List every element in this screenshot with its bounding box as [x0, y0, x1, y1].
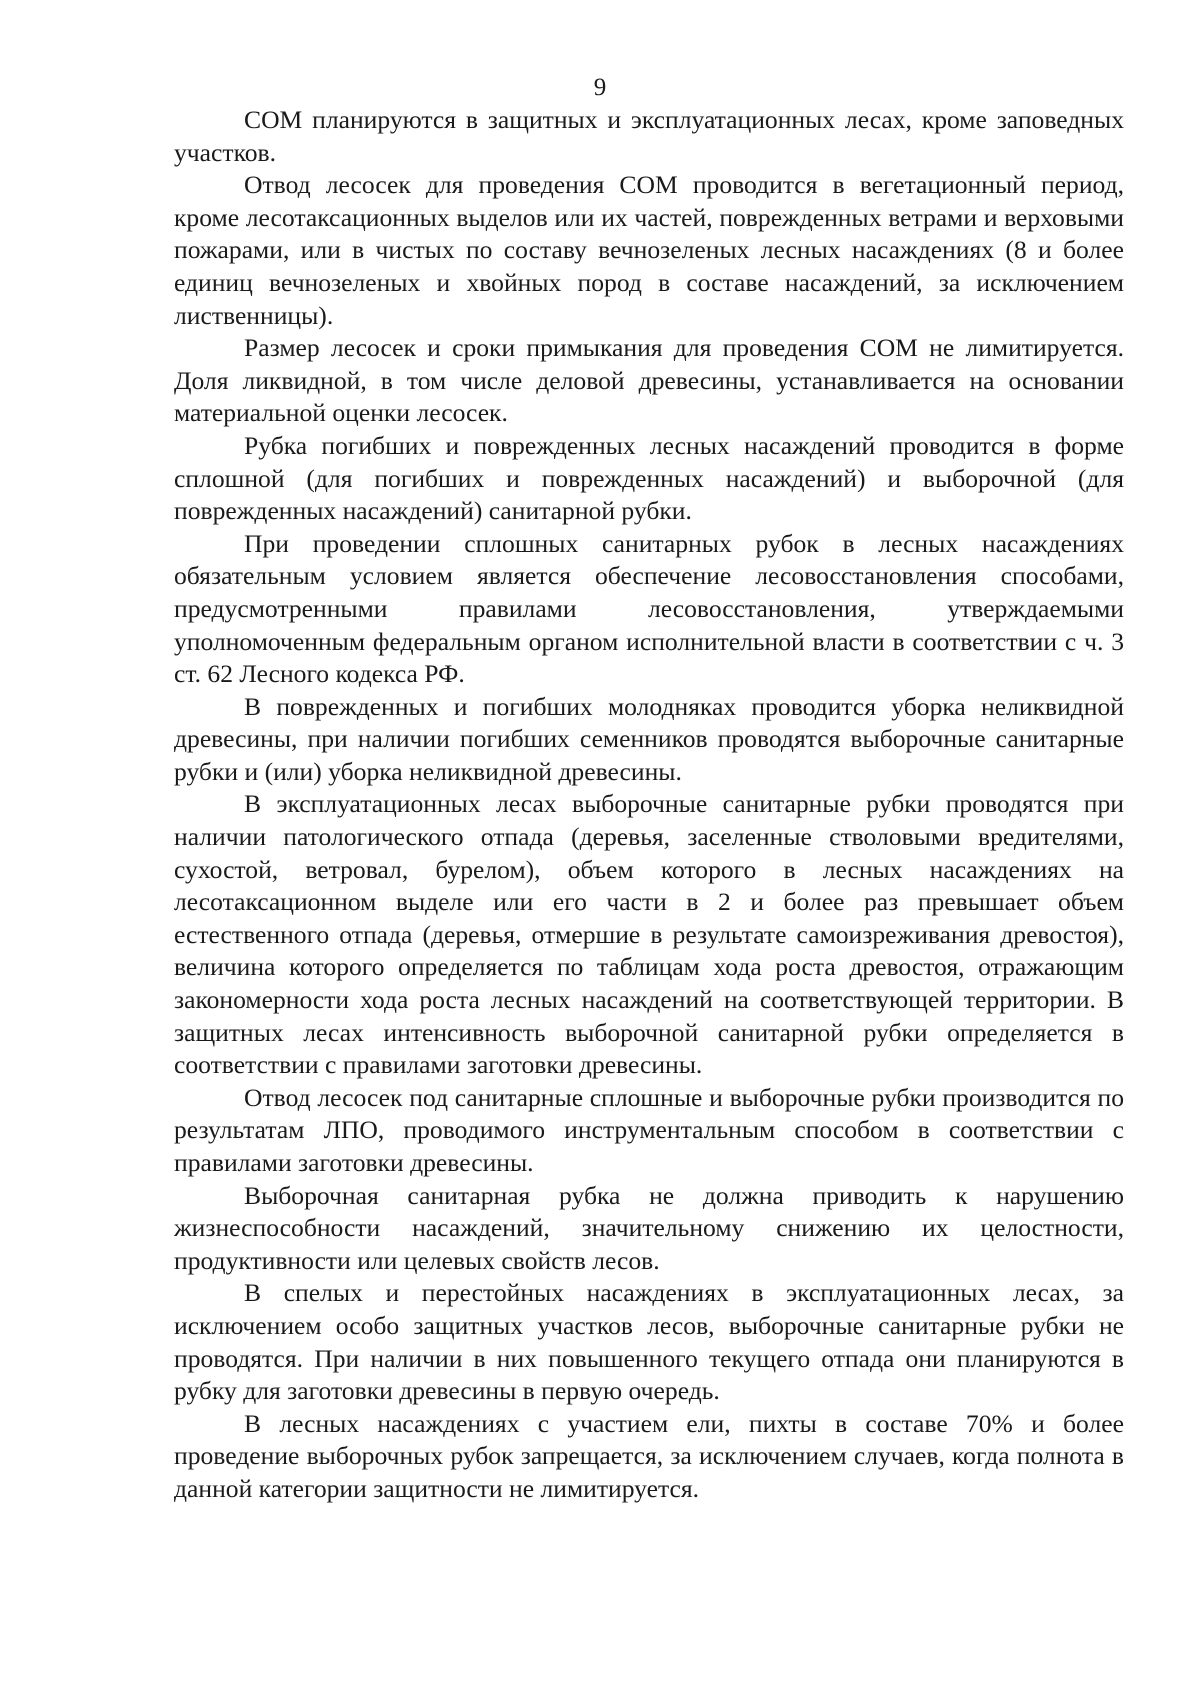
paragraph-9: Выборочная санитарная рубка не должна приводить к нарушению жизнеспособности насаждений, значительному снижению их целостности, продуктивности или целевых свойств лесов.	[174, 1180, 1124, 1275]
paragraph-2: Отвод лесосек для проведения СОМ проводится в вегетационный период, кроме лесотаксационных выделов или их частей, поврежденных ветрами и верховыми пожарами, или в чистых по составу вечнозеленых лесных насаждениях (8 и более единиц вечнозеленых и хвойных пород в составе насаждений, за исключением лиственницы).	[174, 170, 1124, 330]
paragraph-5: При проведении сплошных санитарных рубок в лесных насаждениях обязательным условием является обеспечение лесовосстановления способами, предусмотренными правилами лесовосстановления, утверждаемыми уполномоченным федеральным органом исполнительной власти в соответствии с ч. 3 ст. 62 Лесного кодекса РФ.	[174, 528, 1124, 689]
paragraph-7: В эксплуатационных лесах выборочные санитарные рубки проводятся при наличии патологического отпада (деревья, заселенные стволовыми вредителями, сухостой, ветровал, бурелом), объем которого в лесных насаждениях на лесотаксационном выделе или его части в 2 и более раз превышает объем естественного отпада (деревья, отмершие в результате самоизреживания древостоя), величина которого определяется по таблицам хода роста древостоя, отражающим закономерности хода роста лесных насаждений на соответствующей территории. В защитных лесах интенсивность выборочной санитарной рубки определяется в соответствии с правилами заготовки древесины.	[174, 789, 1124, 1080]
paragraph-10: В спелых и перестойных насаждениях в эксплуатационных лесах, за исключением особо защитных участков лесов, выборочные санитарные рубки не проводятся. При наличии в них повышенного текущего отпада они планируются в рубку для заготовки древесины в первую очередь.	[174, 1278, 1124, 1406]
paragraph-4: Рубка погибших и поврежденных лесных насаждений проводится в форме сплошной (для погибших и поврежденных насаждений) и выборочной (для поврежденных насаждений) санитарной рубки.	[174, 430, 1124, 526]
paragraph-6: В поврежденных и погибших молодняках проводится уборка неликвидной древесины, при наличии погибших семенников проводятся выборочные санитарные рубки и (или) уборка неликвидной древесины.	[174, 691, 1124, 786]
document-body	[174, 104, 1124, 1506]
paragraph-1: СОМ планируются в защитных и эксплуатационных лесах, кроме заповедных участков.	[174, 105, 1124, 167]
paragraph-8: Отвод лесосек под санитарные сплошные и выборочные рубки производится по результатам ЛПО, проводимого инструментальным способом в соответствии с правилами заготовки древесины.	[174, 1082, 1124, 1177]
paragraph-3: Размер лесосек и сроки примыкания для проведения СОМ не лимитируется. Доля ликвидной, в том числе деловой древесины, устанавливается на основании материальной оценки лесосек.	[174, 333, 1124, 428]
page-number: 9	[593, 74, 607, 101]
paragraph-11: В лесных насаждениях с участием ели, пихты в составе 70% и более проведение выборочных рубок запрещается, за исключением случаев, когда полнота в данной категории защитности не лимитируется.	[174, 1408, 1124, 1503]
